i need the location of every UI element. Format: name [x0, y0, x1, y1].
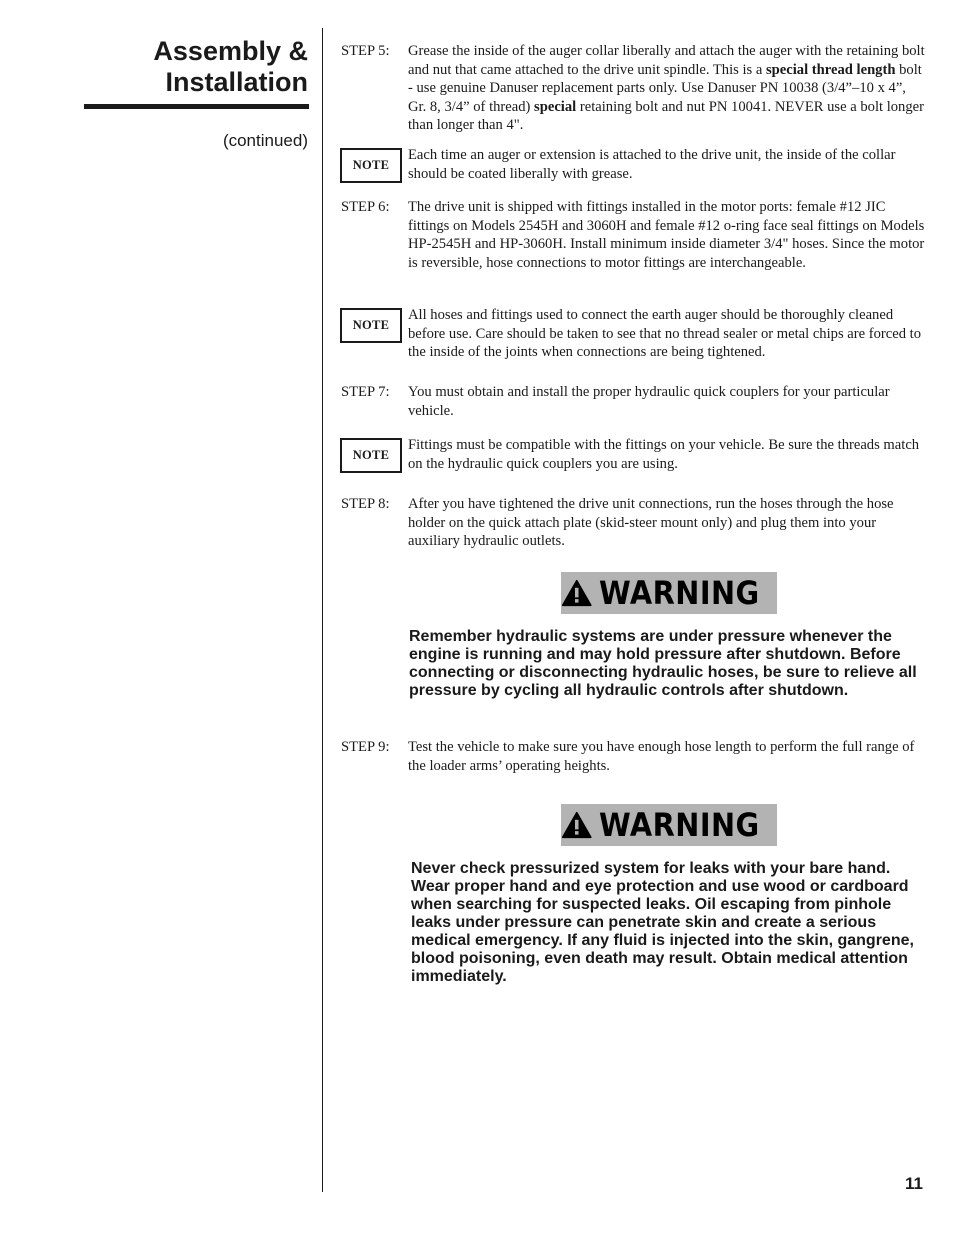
step-5-text-b: bolt - use genuine Danuser replacement parts only. Use Danuser PN 10038 (3/4”–10 x 4”, Gr. 8, 3/4” of thread) [408, 61, 922, 115]
step-8-text: After you have tightened the drive unit connections, run the hoses through the hose holder on the quick attach plate (skid-steer mount only) and plug them into your auxiliary hydraulic outlets. [408, 496, 894, 550]
step-5-text [408, 42, 926, 135]
note-1-text: Each time an auger or extension is attached to the drive unit, the inside of the collar should be coated liberally with grease. [408, 147, 896, 182]
warning-2-label: WARNING [598, 806, 760, 844]
warning-1-sign [561, 572, 777, 614]
page-title [68, 36, 308, 98]
warning-2-sign [561, 804, 777, 846]
step-7-text: You must obtain and install the proper hydraulic quick couplers for your particular vehicle. [408, 384, 890, 419]
warning-1-text: Remember hydraulic systems are under pressure whenever the engine is running and may hold pressure after shutdown. Before connecting or disconnecting hydraulic hoses, be sure to relieve all pressure by cycling all hydraulic controls after shutdown. [409, 628, 917, 699]
step-5-text-c: retaining bolt and nut PN 10041. NEVER use a bolt longer than longer than 4". [408, 98, 924, 134]
column-divider [322, 28, 323, 1192]
step-6-label: STEP 6: [341, 199, 390, 215]
note-3-label: NOTE [352, 448, 390, 462]
page-title-line1: Assembly & [153, 36, 308, 66]
step-8-label: STEP 8: [341, 496, 390, 512]
title-rule [84, 104, 309, 109]
warning-2-text: Never check pressurized system for leaks with your bare hand. Wear proper hand and eye protection and use wood or cardboard when searching for suspected leaks. Oil escaping from pinhole leaks under pressure can penetrate skin and create a serious medical emergency. If any fluid is injected into the skin, gangrene, blood poisoning, even death may result. Obtain medical attention immediately. [411, 860, 914, 985]
note-2-label: NOTE [352, 318, 390, 332]
step-5-bold-b: special [534, 98, 577, 115]
page-title-line2: Installation [165, 67, 308, 97]
step-7-label: STEP 7: [341, 384, 390, 400]
step-6-text: The drive unit is shipped with fittings installed in the motor ports: female #12 JIC fittings on Models 2545H and 3060H and female #12 o-ring face seal fittings on Models HP-2545H and HP-3060H. Install minimum inside diameter 3/4" hoses. Since the motor is reversible, hose connections to motor fittings are interchangeable. [408, 199, 925, 271]
step-9-text: Test the vehicle to make sure you have enough hose length to perform the full range of the loader arms’ operating heights. [408, 739, 915, 774]
note-1-box [340, 148, 402, 183]
continued-label: (continued) [222, 131, 308, 150]
step-5-text-a: Grease the inside of the auger collar liberally and attach the auger with the retaining bolt and nut that came attached to the drive unit spindle. This is a [408, 43, 925, 78]
note-3-text: Fittings must be compatible with the fittings on your vehicle. Be sure the threads match on the hydraulic quick couplers you are using. [408, 437, 920, 472]
step-5-bold-a: special thread length [766, 61, 896, 78]
warning-1-label: WARNING [598, 574, 760, 612]
warning-triangle-icon [561, 809, 593, 841]
step-9-label: STEP 9: [341, 739, 390, 755]
step-5-label: STEP 5: [341, 43, 390, 59]
page-number: 11 [905, 1174, 923, 1193]
warning-triangle-icon [561, 577, 593, 609]
note-1-label: NOTE [352, 158, 390, 172]
note-3-box [340, 438, 402, 473]
note-2-text: All hoses and fittings used to connect the earth auger should be thoroughly cleaned before use. Care should be taken to see that no thread sealer or metal chips are forced to the inside of the joints when connections are being tightened. [408, 307, 922, 361]
note-2-box [340, 308, 402, 343]
